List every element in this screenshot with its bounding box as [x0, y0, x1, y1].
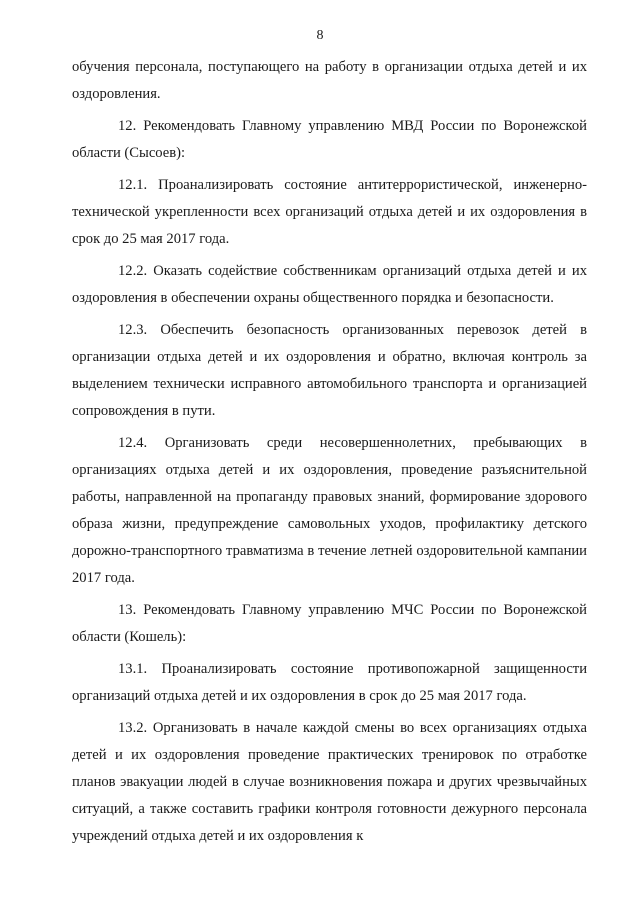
paragraph-13-2: 13.2. Организовать в начале каждой смены во всех организациях отдыха детей и их оздоровления проведение практических тренировок по отработке планов эвакуации людей в случае возникновения пожара и других чрезвычайных ситуаций, а также составить графики контроля готовности дежурного персонала учреждений отдыха детей и их оздоровления к	[72, 720, 587, 844]
paragraph-12-2: 12.2. Оказать содействие собственникам организаций отдыха детей и их оздоровления в обеспечении охраны общественного порядка и безопасности.	[72, 263, 587, 306]
page-number: 8	[316, 28, 324, 43]
document-body	[72, 54, 587, 850]
paragraph-13-1: 13.1. Проанализировать состояние противопожарной защищенности организаций отдыха детей и их оздоровления в срок до 25 мая 2017 года.	[72, 661, 587, 704]
paragraph-12-1: 12.1. Проанализировать состояние антитеррористической, инженерно-технической укрепленности всех организаций отдыха детей и их оздоровления в срок до 25 мая 2017 года.	[72, 177, 587, 247]
paragraph-12-3: 12.3. Обеспечить безопасность организованных перевозок детей в организации отдыха детей и их оздоровления и обратно, включая контроль за выделением технически исправного автомобильного транспорта и организацией сопровождения в пути.	[72, 322, 587, 419]
paragraph-13: 13. Рекомендовать Главному управлению МЧС России по Воронежской области (Кошель):	[72, 602, 587, 645]
paragraph-12-4: 12.4. Организовать среди несовершеннолетних, пребывающих в организациях отдыха детей и их оздоровления, проведение разъяснительной работы, направленной на пропаганду правовых знаний, формирование здорового образа жизни, предупреждение самовольных уходов, профилактику детского дорожно-транспортного травматизма в течение летней оздоровительной кампании 2017 года.	[72, 435, 587, 586]
paragraph-continuation: обучения персонала, поступающего на работу в организации отдыха детей и их оздоровления.	[72, 59, 587, 102]
paragraph-12: 12. Рекомендовать Главному управлению МВД России по Воронежской области (Сысоев):	[72, 118, 587, 161]
